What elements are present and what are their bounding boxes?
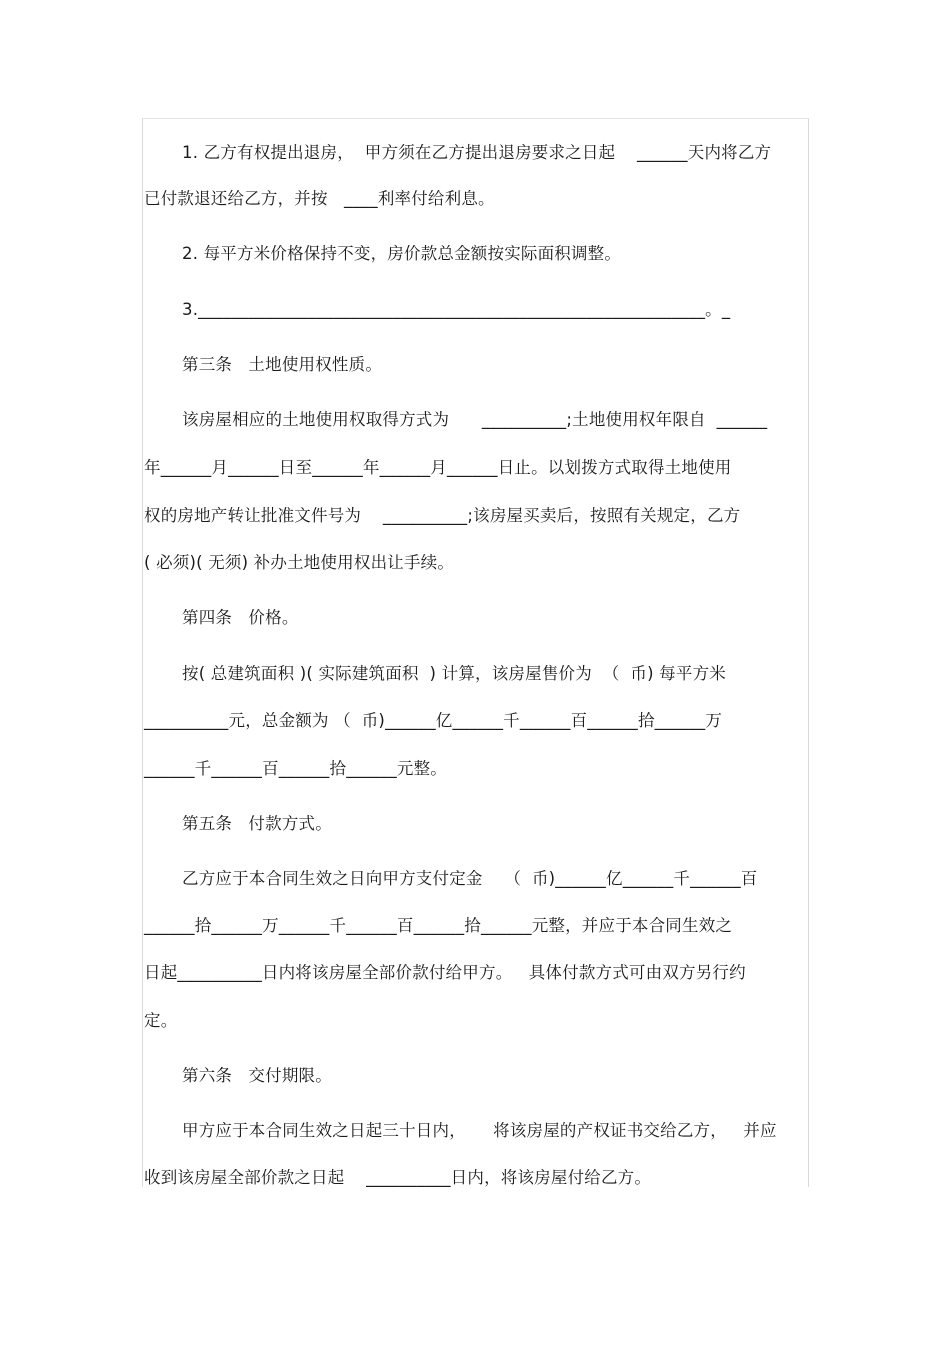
section-heading: 第六条 交付期限。	[182, 1066, 332, 1085]
clause-line: 已付款退还给乙方，并按 ____利率付给利息。	[144, 189, 495, 208]
clause-line: 权的房地产转让批准文件号为 __________;该房屋买卖后，按照有关规定，乙方	[144, 506, 741, 525]
section-heading: 第五条 付款方式。	[182, 814, 332, 833]
clause-line: __________元，总金额为 （ 币)______亿______千______百______拾______万	[144, 711, 723, 730]
clause-line: ( 必须)( 无须) 补办土地使用权出让手续。	[144, 553, 455, 572]
clause-line: 1. 乙方有权提出退房， 甲方须在乙方提出退房要求之日起 ______天内将乙方	[182, 143, 772, 162]
section-heading: 第四条 价格。	[182, 608, 299, 627]
clause-line: 收到该房屋全部价款之日起 __________日内，将该房屋付给乙方。	[144, 1168, 652, 1187]
clause-line: 甲方应于本合同生效之日起三十日内， 将该房屋的产权证书交给乙方， 并应	[182, 1121, 777, 1140]
clause-line: 按( 总建筑面积 )( 实际建筑面积 ) 计算，该房屋售价为 （ 币) 每平方米	[182, 664, 726, 683]
page-frame	[142, 118, 809, 1187]
clause-line: ______拾______万______千______百______拾______元整，并应于本合同生效之	[144, 916, 733, 935]
clause-line: 日起__________日内将该房屋全部价款付给甲方。 具体付款方式可由双方另行约	[144, 963, 746, 982]
clause-line: ______千______百______拾______元整。	[144, 759, 447, 778]
section-heading: 第三条 土地使用权性质。	[182, 355, 383, 374]
clause-line: 定。	[144, 1011, 178, 1030]
clause-line: 该房屋相应的土地使用权取得方式为 __________;土地使用权年限自 ______	[182, 410, 768, 429]
clause-line: 乙方应于本合同生效之日向甲方支付定金 （ 币)______亿______千______百	[182, 869, 758, 888]
clause-line: 3.____________________________________________________________。_	[182, 300, 731, 319]
clause-line: 年______月______日至______年______月______日止。以划拨方式取得土地使用	[144, 458, 732, 477]
clause-line: 2. 每平方米价格保持不变，房价款总金额按实际面积调整。	[182, 244, 622, 263]
